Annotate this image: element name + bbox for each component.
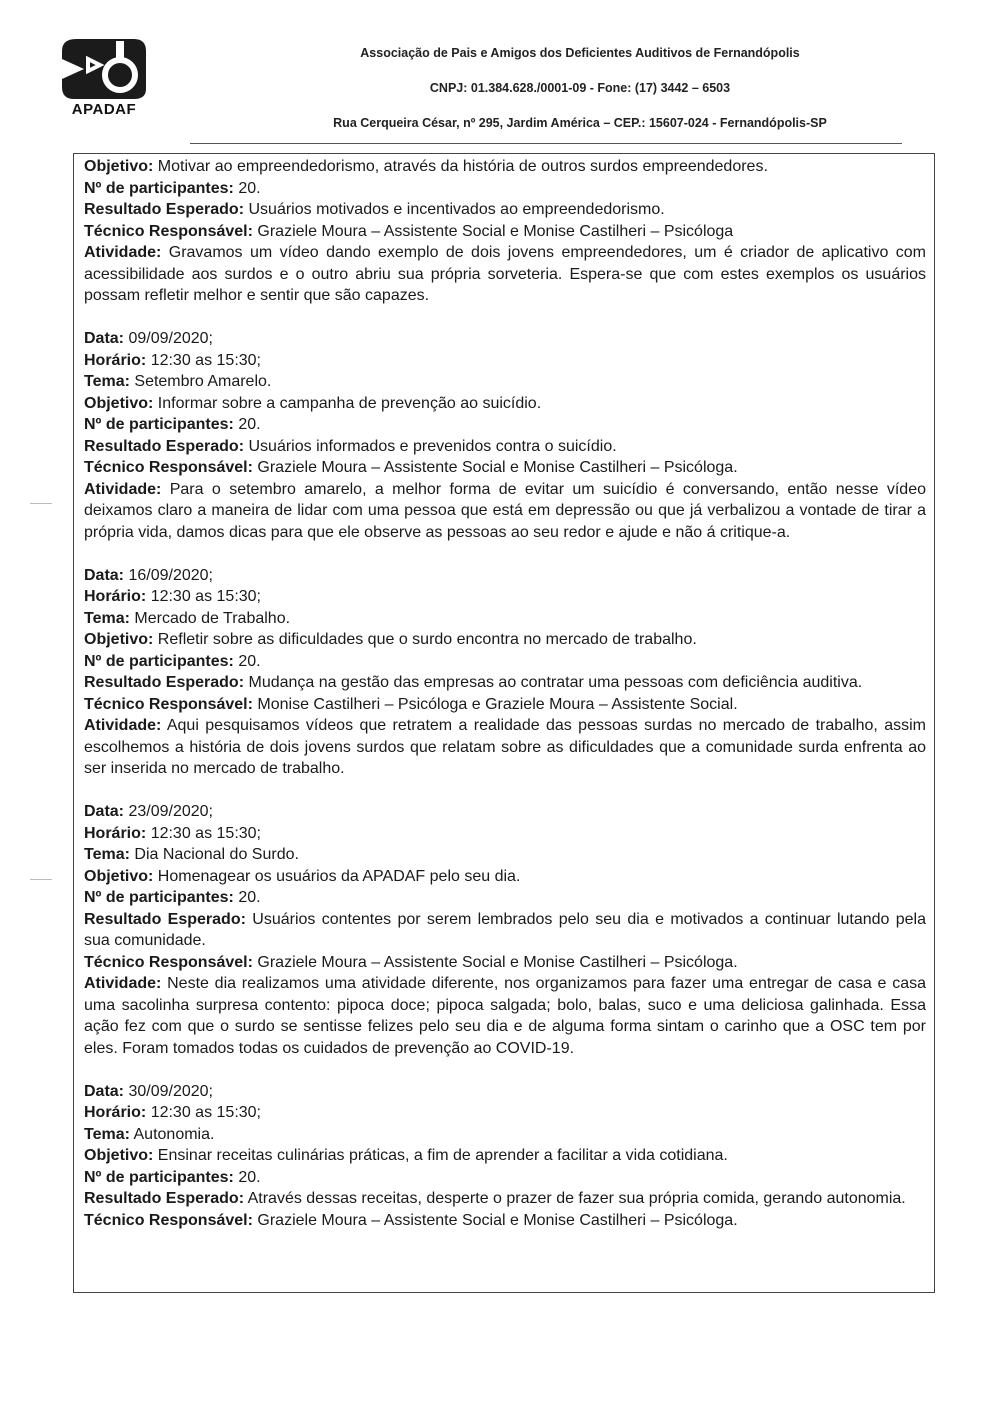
label-participantes: Nº de participantes: [84,1168,234,1186]
activity-entry [84,801,926,1059]
label-objetivo: Objetivo: [84,1147,154,1164]
value-resultado: Mudança na gestão das empresas ao contratar uma pessoas com deficiência auditiva. [248,674,863,691]
value-horario: 12:30 as 15:30; [150,588,261,605]
field-objetivo [84,1145,926,1167]
field-atividade [84,242,926,307]
value-horario: 12:30 as 15:30; [150,1104,261,1121]
value-tecnico: Monise Castilheri – Psicóloga e Graziele Moura – Assistente Social. [257,695,738,713]
logo-text: APADAF [71,101,137,118]
field-tecnico [84,221,926,243]
field-tema [84,1124,926,1146]
value-objetivo: Motivar ao empreendedorismo, através da história de outros surdos empreendedores. [157,158,768,175]
value-atividade: Neste dia realizamos uma atividade diferente, nos organizamos para fazer uma entregar de casa e casa uma sacolinha surpresa contento: pipoca doce; pipoca salgada; bolo, balas, suco e uma deliciosa galinhada. Essa ação fez com que o surdo se sentisse felizes pelo seu dia e de alguma forma sintam o carinho que a OSC tem por eles. Foram tomados todas os cuidados de prevenção ao COVID-19. [84,975,926,1057]
apadaf-logo [58,35,150,127]
field-participantes [84,651,926,673]
field-participantes [84,1167,926,1189]
value-tema: Autonomia. [133,1125,215,1143]
field-data [84,328,926,350]
field-horario [84,1102,926,1124]
activity-entry [84,156,926,307]
scan-mark [30,879,52,880]
label-atividade: Atividade: [84,975,162,992]
label-horario: Horário: [84,1104,147,1121]
label-resultado: Resultado Esperado: [84,674,245,691]
label-tema: Tema: [84,846,130,863]
value-objetivo: Refletir sobre as dificuldades que o surdo encontra no mercado de trabalho. [157,631,697,648]
header-divider [190,143,902,144]
label-participantes: Nº de participantes: [84,889,234,906]
field-participantes [84,887,926,909]
label-objetivo: Objetivo: [84,867,154,885]
value-tecnico: Graziele Moura – Assistente Social e Monise Castilheri – Psicóloga. [257,459,738,476]
field-horario [84,823,926,845]
value-horario: 12:30 as 15:30; [150,351,261,369]
label-atividade: Atividade: [84,717,162,734]
field-participantes [84,178,926,200]
value-resultado: Através dessas receitas, desperte o prazer de fazer sua própria comida, gerando autonomia. [247,1190,906,1207]
label-objetivo: Objetivo: [84,394,154,412]
label-tecnico: Técnico Responsável: [84,222,253,240]
value-tema: Dia Nacional do Surdo. [134,846,299,863]
label-atividade: Atividade: [84,480,162,498]
label-resultado: Resultado Esperado: [84,201,245,218]
value-atividade: Gravamos um vídeo dando exemplo de dois jovens empreendedores, um é criador de aplicativo com acessibilidade aos surdos e o outro abriu sua própria sorveteria. Espera-se que com estes exemplos os usuários possam refletir melhor e sentir que são capazes. [84,244,927,304]
field-tecnico [84,457,926,479]
org-contact: CNPJ: 01.384.628./0001-09 - Fone: (17) 3442 – 6503 [429,81,731,95]
label-tema: Tema: [84,373,130,390]
value-resultado: Usuários motivados e incentivados ao empreendedorismo. [248,201,665,218]
field-resultado [84,1188,926,1210]
field-objetivo [84,629,926,651]
value-objetivo: Homenagear os usuários da APADAF pelo seu dia. [157,867,521,885]
value-participantes: 20. [238,416,261,433]
label-tecnico: Técnico Responsável: [84,459,253,476]
label-horario: Horário: [84,824,147,842]
field-tecnico [84,1210,926,1232]
value-resultado: Usuários informados e prevenidos contra o suicídio. [248,437,617,455]
field-atividade [84,715,926,780]
field-resultado [84,672,926,694]
value-atividade: Aqui pesquisamos vídeos que retratem a realidade das pessoas surdas no mercado de trabalho, assim escolhemos a história de dois jovens surdos que relatam sobre as dificuldades que a comunidade surda enfrenta ao ser inserida no mercado de trabalho. [84,717,927,777]
value-participantes: 20. [238,889,261,906]
label-tecnico: Técnico Responsável: [84,1211,253,1229]
field-tecnico [84,952,926,974]
field-objetivo [84,866,926,888]
value-data: 09/09/2020; [128,330,213,347]
value-tecnico: Graziele Moura – Assistente Social e Monise Castilheri – Psicóloga. [257,953,738,971]
label-resultado: Resultado Esperado: [84,1190,245,1207]
label-tema: Tema: [84,1125,130,1143]
label-tema: Tema: [84,609,130,627]
label-participantes: Nº de participantes: [84,416,234,433]
field-resultado [84,909,926,952]
value-tema: Mercado de Trabalho. [134,609,291,627]
activity-entry [84,328,926,543]
activity-entry [84,1081,926,1232]
value-data: 16/09/2020; [128,566,213,584]
activity-entry [84,565,926,780]
field-resultado [84,199,926,221]
field-horario [84,350,926,372]
label-atividade: Atividade: [84,244,162,261]
value-participantes: 20. [238,179,261,197]
field-tema [84,371,926,393]
value-tecnico: Graziele Moura – Assistente Social e Monise Castilheri – Psicóloga. [257,1211,738,1229]
label-resultado: Resultado Esperado: [84,910,246,928]
report-content [84,156,926,1231]
value-objetivo: Ensinar receitas culinárias práticas, a fim de aprender a facilitar a vida cotidiana. [157,1147,728,1164]
field-tecnico [84,694,926,716]
field-participantes [84,414,926,436]
field-objetivo [84,156,926,178]
field-resultado [84,436,926,458]
label-data: Data: [84,330,125,347]
label-tecnico: Técnico Responsável: [84,695,253,713]
value-resultado: Usuários contentes por serem lembrados pelo seu dia e motivados a continuar lutando pela sua comunidade. [84,910,927,949]
field-data [84,801,926,823]
value-participantes: 20. [238,652,261,670]
label-data: Data: [84,1082,125,1100]
org-name: Associação de Pais e Amigos dos Deficientes Auditivos de Fernandópolis [360,46,800,60]
label-resultado: Resultado Esperado: [84,437,245,455]
label-participantes: Nº de participantes: [84,179,234,197]
field-tema [84,844,926,866]
field-objetivo [84,393,926,415]
label-data: Data: [84,803,125,820]
label-tecnico: Técnico Responsável: [84,953,253,971]
field-data [84,1081,926,1103]
label-data: Data: [84,566,125,584]
value-data: 30/09/2020; [128,1082,213,1100]
value-objetivo: Informar sobre a campanha de prevenção ao suicídio. [157,394,542,412]
field-tema [84,608,926,630]
label-horario: Horário: [84,588,147,605]
label-participantes: Nº de participantes: [84,652,234,670]
org-address: Rua Cerqueira César, nº 295, Jardim América – CEP.: 15607-024 - Fernandópolis-SP [333,116,827,130]
field-horario [84,586,926,608]
label-objetivo: Objetivo: [84,631,154,648]
label-objetivo: Objetivo: [84,158,154,175]
value-atividade: Para o setembro amarelo, a melhor forma de evitar um suicídio é conversando, então nesse vídeo deixamos claro a maneira de lidar com uma pessoa que está em depressão ou que já verbalizou a vontade de tirar a própria vida, damos dicas para que ele observe as pessoas ao seu redor e ajude e não á critique-a. [84,480,926,541]
value-horario: 12:30 as 15:30; [150,824,261,842]
value-data: 23/09/2020; [128,803,213,820]
scan-mark [30,503,52,504]
field-atividade [84,973,926,1059]
value-tema: Setembro Amarelo. [134,373,272,390]
field-atividade [84,479,926,544]
field-data [84,565,926,587]
value-tecnico: Graziele Moura – Assistente Social e Monise Castilheri – Psicóloga [257,222,734,240]
value-participantes: 20. [238,1168,261,1186]
label-horario: Horário: [84,351,147,369]
